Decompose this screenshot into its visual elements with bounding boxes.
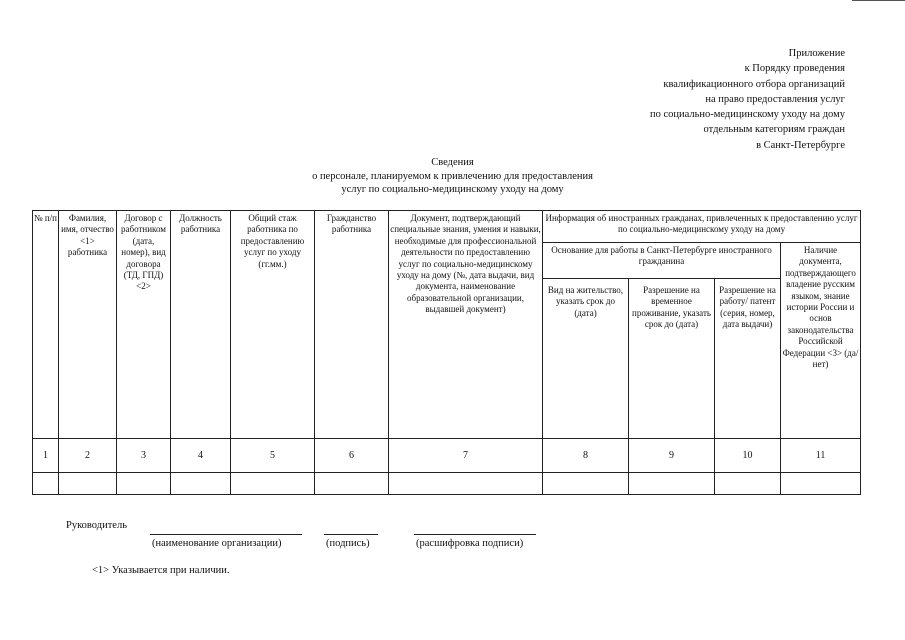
header-foreign-citizens: Информация об иностранных гражданах, привлеченных к предоставлению услуг по социально-медицинскому уходу на дому	[543, 211, 861, 243]
column-number: 4	[171, 439, 231, 473]
empty-cell[interactable]	[715, 473, 781, 495]
title-line: услуг по социально-медицинскому уходу на дому	[341, 184, 564, 195]
header-full-name: Фамилия, имя, отчество <1> работника	[59, 211, 117, 439]
column-number: 10	[715, 439, 781, 473]
organization-caption: (наименование организации)	[152, 538, 282, 549]
signature-caption: (подпись)	[326, 538, 370, 549]
column-number: 9	[629, 439, 715, 473]
header-position: Должность работника	[171, 211, 231, 439]
table-row	[33, 473, 861, 495]
title-line: Сведения	[431, 157, 474, 168]
column-number: 11	[781, 439, 861, 473]
header-work-permit: Разрешение на работу/ патент (серия, номер, дата выдачи)	[715, 279, 781, 439]
header-russian-language: Наличие документа, подтверждающего владение русским языком, знание истории России и основ законодательства Российской Федерации <3> (да/нет)	[781, 243, 861, 439]
appendix-line: квалификационного отбора организаций	[663, 78, 845, 90]
title-line: о персонале, планируемом к привлечению для предоставления	[312, 170, 593, 182]
header-temporary-residence: Разрешение на временное проживание, указать срок до (дата)	[629, 279, 715, 439]
empty-cell[interactable]	[315, 473, 389, 495]
appendix-line: по социально-медицинскому уходу на дому	[649, 109, 845, 121]
empty-cell[interactable]	[543, 473, 629, 495]
column-number: 5	[231, 439, 315, 473]
organization-line[interactable]	[150, 534, 302, 535]
header-work-basis: Основание для работы в Санкт-Петербурге иностранного гражданина	[543, 243, 781, 279]
empty-cell[interactable]	[781, 473, 861, 495]
appendix-line: в Санкт-Петербурге	[756, 139, 845, 151]
appendix-line: к Порядку проведения	[744, 63, 845, 75]
column-number: 6	[315, 439, 389, 473]
column-number: 2	[59, 439, 117, 473]
column-number: 3	[117, 439, 171, 473]
header-experience: Общий стаж работника по предоставлению услуг по уходу (гг.мм.)	[231, 211, 315, 439]
signature-line[interactable]	[324, 534, 378, 535]
header-residence-permit: Вид на жительство, указать срок до (дата)	[543, 279, 629, 439]
column-number: 8	[543, 439, 629, 473]
header-qualification-document: Документ, подтверждающий специальные знания, умения и навыки, необходимые для профессиональной деятельности по предоставлению услуг по социально-медицинскому уходу на дому (№, дата выдачи, вид документа, наименование образовательной организации, выдавшей документ)	[389, 211, 543, 439]
signature-decode-caption: (расшифровка подписи)	[416, 538, 524, 549]
column-number: 7	[389, 439, 543, 473]
footnote: <1> Указывается при наличии.	[92, 565, 230, 576]
empty-cell[interactable]	[33, 473, 59, 495]
empty-cell[interactable]	[629, 473, 715, 495]
empty-cell[interactable]	[171, 473, 231, 495]
header-citizenship: Гражданство работника	[315, 211, 389, 439]
personnel-table	[32, 210, 861, 495]
empty-cell[interactable]	[389, 473, 543, 495]
appendix-line: отдельным категориям граждан	[703, 124, 845, 136]
empty-cell[interactable]	[231, 473, 315, 495]
signature-label: Руководитель	[66, 520, 127, 531]
top-edge-line	[852, 0, 905, 1]
header-number: № п/п	[33, 211, 59, 439]
appendix-line: Приложение	[788, 48, 845, 59]
empty-cell[interactable]	[117, 473, 171, 495]
header-contract: Договор с работником (дата, номер), вид договора (ТД, ГПД) <2>	[117, 211, 171, 439]
signature-decode-line[interactable]	[414, 534, 536, 535]
appendix-line: на право предоставления услуг	[705, 93, 845, 105]
appendix-note	[650, 46, 845, 153]
column-number: 1	[33, 439, 59, 473]
document-title	[0, 156, 905, 197]
empty-cell[interactable]	[59, 473, 117, 495]
